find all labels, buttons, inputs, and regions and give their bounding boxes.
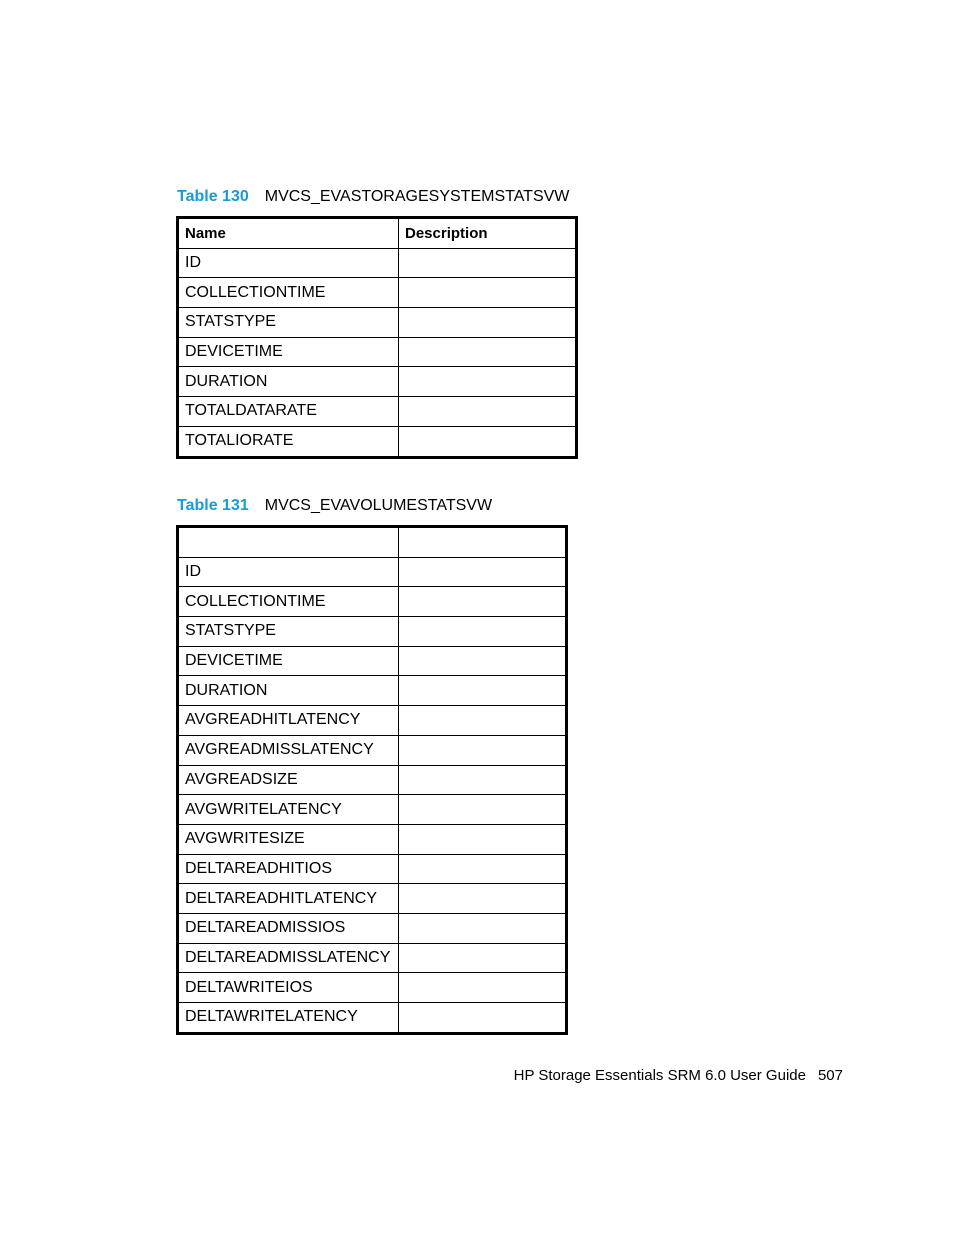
cell-description (399, 706, 567, 736)
cell-name: DELTAREADMISSLATENCY (178, 943, 399, 973)
table-131 (176, 525, 568, 1035)
guide-title: HP Storage Essentials SRM 6.0 User Guide (513, 1067, 806, 1084)
table-row (178, 397, 577, 427)
table-row (178, 884, 567, 914)
page-number: 507 (817, 1067, 843, 1084)
cell-description (399, 557, 567, 587)
column-header-description (399, 527, 567, 558)
column-header-name (178, 527, 399, 558)
cell-name: DELTAWRITELATENCY (178, 1003, 399, 1034)
cell-description (399, 943, 567, 973)
column-header-description: Description (399, 218, 577, 249)
table-row (178, 735, 567, 765)
cell-name: COLLECTIONTIME (178, 587, 399, 617)
cell-name: DEVICETIME (178, 646, 399, 676)
table-row (178, 617, 567, 647)
cell-name: AVGWRITELATENCY (178, 795, 399, 825)
table-row (178, 426, 577, 457)
table-row (178, 308, 577, 338)
cell-name: DELTAREADHITIOS (178, 854, 399, 884)
cell-description (399, 884, 567, 914)
table-row (178, 646, 567, 676)
cell-description (399, 367, 577, 397)
cell-description (399, 426, 577, 457)
cell-name: AVGREADMISSLATENCY (178, 735, 399, 765)
page-footer (514, 1066, 843, 1086)
table-130 (176, 216, 578, 459)
table-header-row (178, 527, 567, 558)
cell-name: TOTALDATARATE (178, 397, 399, 427)
table-body (178, 248, 577, 457)
cell-description (399, 795, 567, 825)
table-header-row (178, 218, 577, 249)
table-row (178, 765, 567, 795)
table-row (178, 706, 567, 736)
cell-description (399, 735, 567, 765)
table-row (178, 854, 567, 884)
table-row (178, 943, 567, 973)
table-row (178, 1003, 567, 1034)
cell-description (399, 337, 577, 367)
cell-description (399, 765, 567, 795)
cell-description (399, 587, 567, 617)
table-row (178, 676, 567, 706)
table-row (178, 587, 567, 617)
cell-name: STATSTYPE (178, 617, 399, 647)
table-row (178, 337, 577, 367)
cell-description (399, 973, 567, 1003)
cell-description (399, 278, 577, 308)
table-title: MVCS_EVASTORAGESYSTEMSTATSVW (264, 188, 570, 205)
cell-description (399, 397, 577, 427)
table-row (178, 824, 567, 854)
table-row (178, 248, 577, 278)
cell-name: ID (178, 557, 399, 587)
cell-description (399, 617, 567, 647)
cell-name: TOTALIORATE (178, 426, 399, 457)
cell-name: COLLECTIONTIME (178, 278, 399, 308)
cell-name: DELTAREADHITLATENCY (178, 884, 399, 914)
cell-name: DURATION (178, 367, 399, 397)
cell-name: DURATION (178, 676, 399, 706)
table-body (178, 557, 567, 1033)
column-header-name: Name (178, 218, 399, 249)
table-row (178, 557, 567, 587)
cell-name: DEVICETIME (178, 337, 399, 367)
cell-description (399, 854, 567, 884)
table-130-caption (177, 187, 569, 207)
table-number: Table 130 (177, 188, 249, 205)
cell-description (399, 676, 567, 706)
cell-description (399, 308, 577, 338)
cell-description (399, 248, 577, 278)
table-row (178, 367, 577, 397)
cell-name: DELTAWRITEIOS (178, 973, 399, 1003)
cell-description (399, 1003, 567, 1034)
cell-name: AVGREADHITLATENCY (178, 706, 399, 736)
cell-description (399, 646, 567, 676)
table-131-caption (177, 496, 492, 516)
cell-name: STATSTYPE (178, 308, 399, 338)
table-row (178, 973, 567, 1003)
cell-description (399, 913, 567, 943)
table-row (178, 278, 577, 308)
table-row (178, 795, 567, 825)
cell-name: DELTAREADMISSIOS (178, 913, 399, 943)
table-number: Table 131 (177, 497, 249, 514)
cell-name: ID (178, 248, 399, 278)
cell-name: AVGREADSIZE (178, 765, 399, 795)
table-title: MVCS_EVAVOLUMESTATSVW (264, 497, 493, 514)
cell-name: AVGWRITESIZE (178, 824, 399, 854)
cell-description (399, 824, 567, 854)
table-row (178, 913, 567, 943)
